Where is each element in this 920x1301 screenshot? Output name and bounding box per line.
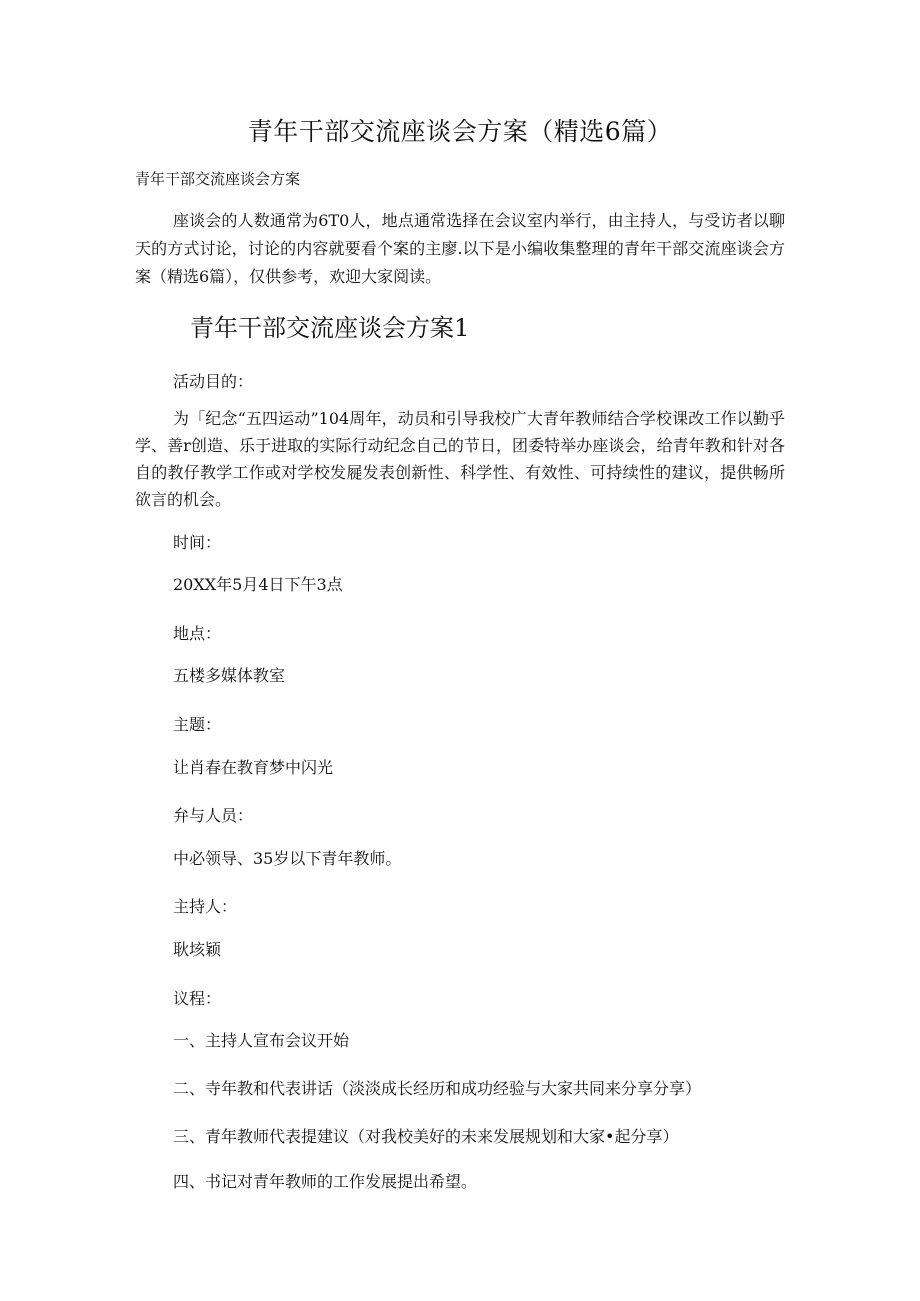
- host-value: 耿垓颖: [173, 940, 222, 959]
- agenda-item: 四、书记对青年教师的工作发展提出希望。: [173, 1172, 478, 1191]
- theme-value: 让肖春在教育梦中闪光: [173, 758, 334, 777]
- time-label: 时间：: [173, 533, 222, 552]
- section-heading: 青年干部交流座谈会方案1: [190, 314, 470, 342]
- intro-paragraph: 座谈会的人数通常为6T0人，地点通常选择在会议室内举行，由主持人，与受访者以聊天的方式讨论，讨论的内容就要看个案的主廖.以下是小编收集整理的青年干部交流座谈会方案（精选6篇），仅供参考，欢迎大家阅读。: [135, 211, 785, 286]
- theme-label: 主题：: [173, 715, 222, 734]
- place-label: 地点：: [173, 624, 222, 643]
- participants-value: 中必领导、35岁以下青年教师。: [173, 849, 402, 868]
- purpose-label: 活动目的：: [173, 372, 254, 391]
- agenda-item: 一、主持人宣布会议开始: [173, 1031, 350, 1050]
- document-subtitle: 青年干部交流座谈会方案: [135, 170, 301, 188]
- agenda-item: 三、青年教师代表提建议（对我校美好的未来发展规划和大家•起分享）: [173, 1127, 679, 1146]
- participants-label: 弁与人员：: [173, 806, 254, 825]
- agenda-item: 二、寺年教和代表讲话（淡淡成长经历和成功经验与大家共同来分享分享）: [173, 1079, 702, 1098]
- place-value: 五楼多媒体教室: [173, 666, 286, 685]
- document-title: 青年干部交流座谈会方案（精选6篇）: [247, 117, 673, 146]
- agenda-label: 议程：: [173, 989, 222, 1008]
- purpose-paragraph: 为「纪念“五四运动”104周年，动员和引导我校广大青年教师结合学校课改工作以勤乎学、善r创造、乐于进取的实际行动纪念自己的节日，团委特举办座谈会，给青年教和针对各自的教仔教学工作或对学校发屣发表创新性、科学性、有效性、可持续性的建议，提供畅所欲言的机会。: [135, 409, 785, 509]
- time-value: 20XX年5月4日下午3点: [173, 575, 343, 594]
- host-label: 主持人：: [173, 897, 238, 916]
